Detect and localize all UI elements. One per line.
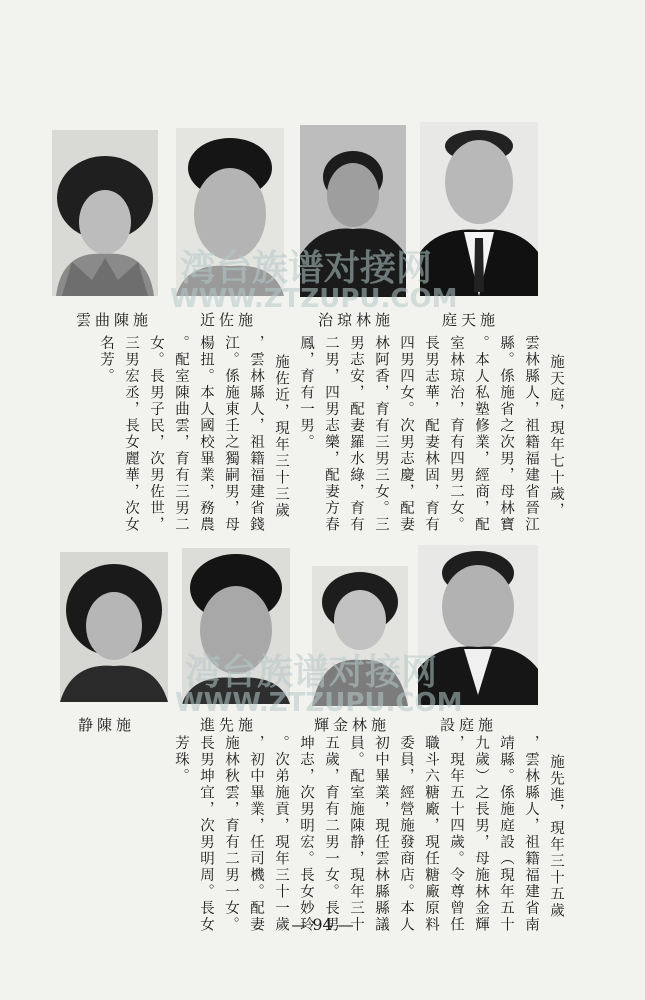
text-column: 芳珠。	[173, 735, 189, 785]
text-column: 名芳。	[98, 335, 114, 385]
text-column: 長男志華，配妻林固，育有	[423, 335, 439, 533]
watermark-chinese-top: 湾台族谱对接网	[180, 248, 433, 289]
text-column: 委員，經營施發商店。本人	[398, 735, 414, 933]
portrait-middle-aged-man-suit	[418, 545, 538, 705]
caption-name-1: 雲曲陳施	[76, 311, 153, 329]
text-column: 男志安，配妻羅水綠，育有	[348, 335, 364, 533]
portrait-elderly-man-suit	[420, 122, 538, 296]
text-column: 施林秋雲，育有二男一女。	[223, 735, 239, 933]
text-column: 雲林縣人，祖籍福建省晉江	[523, 335, 539, 533]
text-column: 員。配室施陳静，現年三十	[348, 735, 364, 933]
text-column: 施天庭，現年七十歲，	[548, 354, 564, 519]
text-column: 江。係施東壬之獨嗣男，母	[223, 335, 239, 533]
biography-text-top	[96, 335, 565, 533]
caption-name-2: 近佐施	[200, 311, 258, 329]
caption-name-4: 庭天施	[442, 311, 500, 329]
text-column: 施佐近，現年三十三歲	[273, 354, 289, 519]
text-column: 二男，四男志樂，配妻方春	[323, 335, 339, 533]
portrait-young-woman	[60, 552, 168, 702]
text-column: 室林琼治，育有四男二女。	[448, 335, 464, 533]
biography-text-bottom	[171, 735, 565, 933]
caption-name-8: 設庭施	[440, 716, 498, 734]
portrait-young-man-2	[182, 548, 290, 704]
text-column: 四男四女。次男志慶，配妻	[398, 335, 414, 533]
text-column: 靖縣。係施庭設（現年五十	[498, 735, 514, 933]
watermark-url-top: WWW.ZTZUPU.COM	[170, 284, 458, 314]
text-column: 坤志，次男明宏。長女妙玲	[298, 735, 314, 933]
text-column: 初中畢業，現任雲林縣縣議	[373, 735, 389, 933]
text-column: ，雲林縣人，祖籍福建省錢	[248, 335, 264, 533]
text-column: 五歲，育有二男一女。長男	[323, 735, 339, 933]
text-column: 。次弟施貢，現年三十一歲	[273, 735, 289, 933]
text-column: 長男坤宜，次男明周。長女	[198, 735, 214, 933]
text-column: ，初中畢業，任司機。配妻	[248, 735, 264, 933]
caption-name-3: 治琼林施	[318, 311, 395, 329]
watermark-chinese-bottom: 湾台族谱对接网	[185, 652, 438, 693]
text-column: 縣。係施省之次男，母林寶	[498, 335, 514, 533]
text-column: ，現年五十四歲。令尊曾任	[448, 735, 464, 933]
text-column: 鳳，育有一男。	[298, 335, 314, 451]
text-column: 。配室陳曲雲，育有三男二	[173, 335, 189, 533]
caption-name-6: 進先施	[200, 716, 258, 734]
text-column: 楊扭。本人國校畢業，務農	[198, 335, 214, 533]
page-number: — 94 —	[291, 915, 354, 934]
text-column: 林阿香，育有三男三女。三	[373, 335, 389, 533]
text-column: 九歲）之長男，母施林金輝	[473, 735, 489, 933]
text-column: 女。長男子民，次男佐世，	[148, 335, 164, 533]
portrait-young-man	[176, 128, 284, 296]
portrait-elderly-woman	[300, 125, 406, 297]
text-column: 。本人私塾修業，經商，配	[473, 335, 489, 533]
caption-name-5: 静陳施	[78, 716, 136, 734]
watermark-url-bottom: WWW.ZTZUPU.COM	[175, 688, 463, 718]
text-column: 職斗六糖廠，現任糖廠原料	[423, 735, 439, 933]
caption-name-7: 輝金林施	[314, 716, 391, 734]
text-column: 三男宏丞，長女麗華，次女	[123, 335, 139, 533]
portrait-middle-aged-woman	[312, 566, 408, 706]
portrait-woman-curly-hair	[52, 130, 158, 296]
text-column: ，雲林縣人，祖籍福建省南	[523, 735, 539, 933]
text-column: 施先進，現年三十五歲	[548, 754, 564, 919]
